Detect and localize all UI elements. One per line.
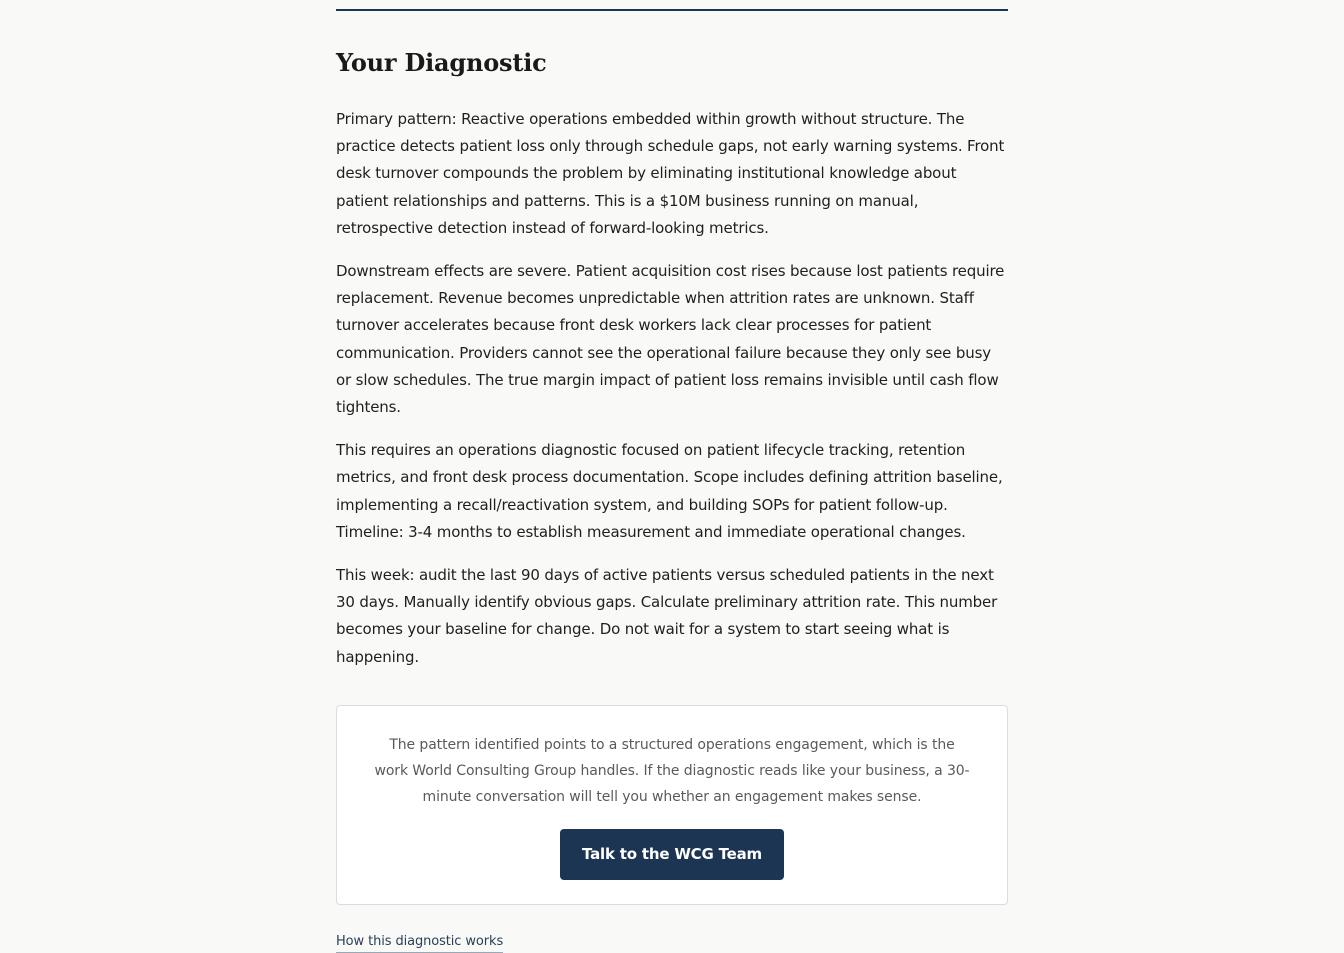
page-title: Your Diagnostic bbox=[336, 48, 547, 77]
top-divider bbox=[336, 9, 1008, 11]
diagnostic-paragraph-primary-pattern: Primary pattern: Reactive operations embedded within growth without structure. The practice detects patient loss only through schedule gaps, not early warning systems. Front desk turnover compounds the problem by eliminating institutional knowledge about patient relationships and patterns. This is a $10M business running on manual, retrospective detection instead of forward-looking metrics. bbox=[336, 110, 1005, 237]
diagnostic-body bbox=[336, 106, 1008, 671]
how-diagnostic-works-link[interactable]: How this diagnostic works bbox=[336, 933, 503, 953]
cta-text: The pattern identified points to a structured operations engagement, which is the work World Consulting Group handles. If the diagnostic reads like your business, a 30-minute conversation will tell you whether an engagement makes sense. bbox=[374, 736, 970, 805]
diagnostic-paragraph-this-week: This week: audit the last 90 days of active patients versus scheduled patients in the next 30 days. Manually identify obvious gaps. Calculate preliminary attrition rate. This number becomes your baseline for change. Do not wait for a system to start seeing what is happening. bbox=[336, 566, 998, 666]
cta-card bbox=[336, 705, 1008, 905]
diagnostic-paragraph-requirements: This requires an operations diagnostic focused on patient lifecycle tracking, retention metrics, and front desk process documentation. Scope includes defining attrition baseline, implementing a recall/reactivation system, and building SOPs for patient follow-up. Timeline: 3-4 months to establish measurement and immediate operational changes. bbox=[336, 441, 1003, 541]
talk-to-team-button[interactable]: Talk to the WCG Team bbox=[560, 829, 784, 880]
diagnostic-paragraph-downstream-effects: Downstream effects are severe. Patient acquisition cost rises because lost patients require replacement. Revenue becomes unpredictable when attrition rates are unknown. Staff turnover accelerates because front desk workers lack clear processes for patient communication. Providers cannot see the operational failure because they only see busy or slow schedules. The true margin impact of patient loss remains invisible until cash flow tightens. bbox=[336, 262, 1005, 417]
diagnostic-column bbox=[336, 0, 1008, 953]
